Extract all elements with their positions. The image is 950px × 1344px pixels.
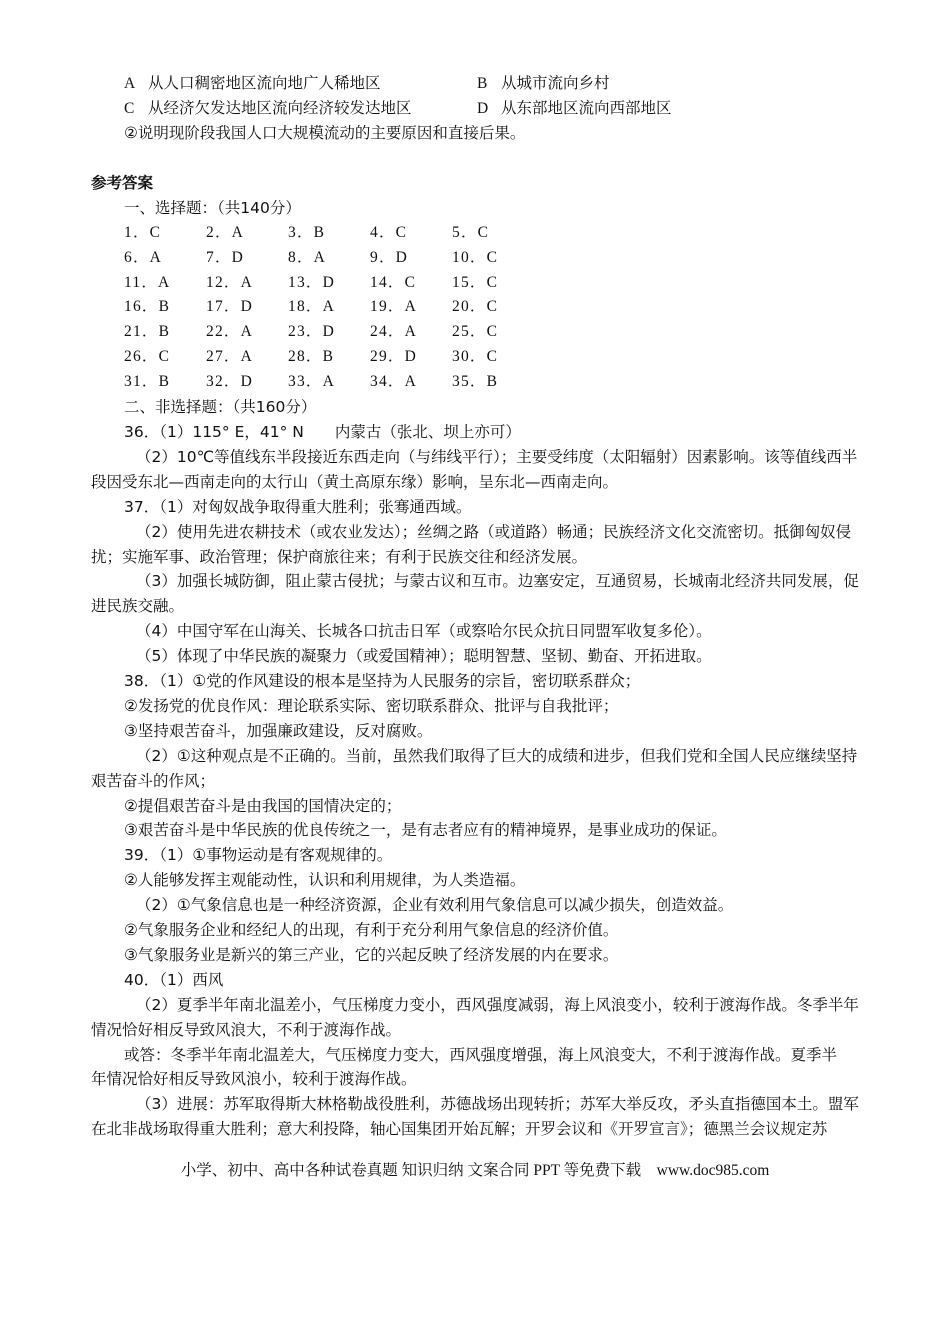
answer-line: （4）中国守军在山海关、长城各口抗击日军（或察哈尔民众抗日同盟军收复多伦）。 <box>136 622 712 641</box>
answer-cell: 16．B <box>124 298 171 316</box>
answer-line: ②提倡艰苦奋斗是由我国的国情决定的； <box>124 796 402 815</box>
answer-cell: 35．B <box>452 372 499 390</box>
answer-line: ③气象服务业是新兴的第三产业，它的兴起反映了经济发展的内在要求。 <box>124 945 619 964</box>
answer-cell: 1．C <box>124 224 162 241</box>
answer-cell: 6．A <box>124 248 163 266</box>
answer-cell: 14．C <box>370 273 417 291</box>
answer-row <box>124 273 534 293</box>
option-letter: C <box>124 100 135 117</box>
sub-question: ②说明现阶段我国人口大规模流动的主要原因和直接后果。 <box>124 124 526 142</box>
answer-cell: 28．B <box>288 348 335 365</box>
answer-cell: 29．D <box>370 348 417 365</box>
answer-line: 在北非战场取得重大胜利；意大利投降，轴心国集团开始瓦解；开罗会议和《开罗宣言》；德黑兰会议规定苏 <box>91 1120 828 1139</box>
answer-line: （3）进展：苏军取得斯大林格勒战役胜利，苏德战场出现转折；苏军大举反攻，矛头直指德国本土。盟军 <box>136 1095 859 1114</box>
answer-heading: 参考答案 <box>91 174 154 192</box>
section-title: 一、选择题：（共140分） <box>124 199 301 217</box>
answer-cell: 2．A <box>206 224 245 241</box>
answer-cell: 8．A <box>288 248 327 266</box>
answer-cell: 17．D <box>206 298 253 316</box>
answer-line: （3）加强长城防御，阻止蒙古侵扰；与蒙古议和互市。边塞安定，互通贸易，长城南北经济共同发展，促 <box>136 572 859 591</box>
answer-cell: 25．C <box>452 323 499 341</box>
answer-row <box>124 322 534 342</box>
answer-line: （2）夏季半年南北温差小，气压梯度力变小，西风强度减弱，海上风浪变小，较利于渡海作战。冬季半年 <box>136 995 859 1014</box>
option-letter: B <box>477 75 488 92</box>
answer-cell: 4．C <box>370 224 408 241</box>
option-text: 从城市流向乡村 <box>501 74 610 92</box>
answer-cell: 22．A <box>206 323 253 341</box>
answer-line: 扰；实施军事、政治管理；保护商旅往来；有利于民族交往和经济发展。 <box>91 547 588 566</box>
answer-cell: 21．B <box>124 323 171 341</box>
answer-cell: 27．A <box>206 348 253 365</box>
answer-cell: 20．C <box>452 298 499 316</box>
option-d <box>477 98 672 119</box>
option-a <box>124 73 381 94</box>
answer-cell: 3．B <box>288 224 326 241</box>
answer-cell: 24．A <box>370 323 417 341</box>
option-letter: A <box>124 75 136 92</box>
option-text: 从经济欠发达地区流向经济较发达地区 <box>148 99 412 117</box>
option-text: 从东部地区流向西部地区 <box>501 99 672 117</box>
answer-cell: 10．C <box>452 248 499 266</box>
answer-row <box>124 297 534 317</box>
answer-cell: 26．C <box>124 348 171 365</box>
footer-text: 小学、初中、高中各种试卷真题 知识归纳 文案合同 PPT 等免费下载 www.doc985.com <box>180 1162 770 1179</box>
answer-cell: 19．A <box>370 298 417 316</box>
answer-cell: 7．D <box>206 248 245 266</box>
answer-line: 或答：冬季半年南北温差大，气压梯度力变大，西风强度增强，海上风浪变大，不利于渡海作战。夏季半 <box>124 1045 838 1064</box>
option-b <box>477 73 610 94</box>
answer-line: （2）10℃等值线东半段接近东西走向（与纬线平行）；主要受纬度（太阳辐射）因素影响。该等值线西半 <box>136 447 858 466</box>
answer-line: ③艰苦奋斗是中华民族的优良传统之一，是有志者应有的精神境界，是事业成功的保证。 <box>124 821 727 840</box>
answer-cell: 34．A <box>370 372 417 390</box>
answer-cell: 18．A <box>288 298 335 316</box>
answer-line: 40．（1）西风 <box>124 970 224 989</box>
answer-line: （2）使用先进农耕技术（或农业发达）；丝绸之路（或道路）畅通；民族经济文化交流密切。抵御匈奴侵 <box>136 522 852 541</box>
option-text: 从人口稠密地区流向地广人稀地区 <box>148 74 381 92</box>
answer-cell: 12．A <box>206 273 253 291</box>
answer-line: 艰苦奋斗的作风； <box>91 771 216 790</box>
answer-line: 进民族交融。 <box>91 597 185 616</box>
answer-cell: 11．A <box>124 273 171 291</box>
answer-row <box>124 223 534 243</box>
answer-line: ②人能够发挥主观能动性，认识和利用规律，为人类造福。 <box>124 871 526 890</box>
answer-line: （5）体现了中华民族的凝聚力（或爱国精神）；聪明智慧、坚韧、勤奋、开拓进取。 <box>136 647 712 666</box>
answer-cell: 32．D <box>206 372 253 390</box>
answer-line: （2）①这种观点是不正确的。当前，虽然我们取得了巨大的成绩和进步，但我们党和全国人民应继续坚持 <box>136 746 858 765</box>
answer-row <box>124 347 534 367</box>
answer-line: 情况恰好相反导致风浪大，不利于渡海作战。 <box>91 1020 402 1039</box>
answer-line: 段因受东北—西南走向的太行山（黄土高原东缘）影响，呈东北—西南走向。 <box>91 472 619 491</box>
answer-line: 38．（1）①党的作风建设的根本是坚持为人民服务的宗旨，密切联系群众； <box>124 672 641 690</box>
answer-row <box>124 372 534 392</box>
option-c <box>124 98 412 119</box>
answer-line: 年情况恰好相反导致风浪小，较利于渡海作战。 <box>91 1070 417 1089</box>
answer-line: （2）①气象信息也是一种经济资源，企业有效利用气象信息可以减少损失，创造效益。 <box>136 896 734 915</box>
answer-cell: 5．C <box>452 224 490 241</box>
answer-cell: 9．D <box>370 248 409 266</box>
answer-cell: 31．B <box>124 372 171 390</box>
answer-line: ②发扬党的优良作风：理论联系实际、密切联系群众、批评与自我批评； <box>124 696 619 715</box>
answer-cell: 13．D <box>288 273 335 291</box>
answer-cell: 15．C <box>452 273 499 291</box>
answer-line: 36．（1）115° E，41° N 内蒙古（张北、坝上亦可） <box>124 423 521 441</box>
answer-cell: 33．A <box>288 372 335 390</box>
option-letter: D <box>477 100 489 117</box>
answer-line: 37．（1）对匈奴战争取得重大胜利；张骞通西域。 <box>124 497 472 516</box>
answer-line: ③坚持艰苦奋斗，加强廉政建设，反对腐败。 <box>124 721 433 740</box>
answer-line: 39．（1）①事物运动是有客观规律的。 <box>124 846 393 865</box>
answer-row <box>124 248 534 268</box>
section-title: 二、非选择题：（共160分） <box>124 398 317 416</box>
answer-line: ②气象服务企业和经纪人的出现，有利于充分利用气象信息的经济价值。 <box>124 921 619 939</box>
answer-cell: 30．C <box>452 348 499 365</box>
answer-cell: 23．D <box>288 323 335 341</box>
